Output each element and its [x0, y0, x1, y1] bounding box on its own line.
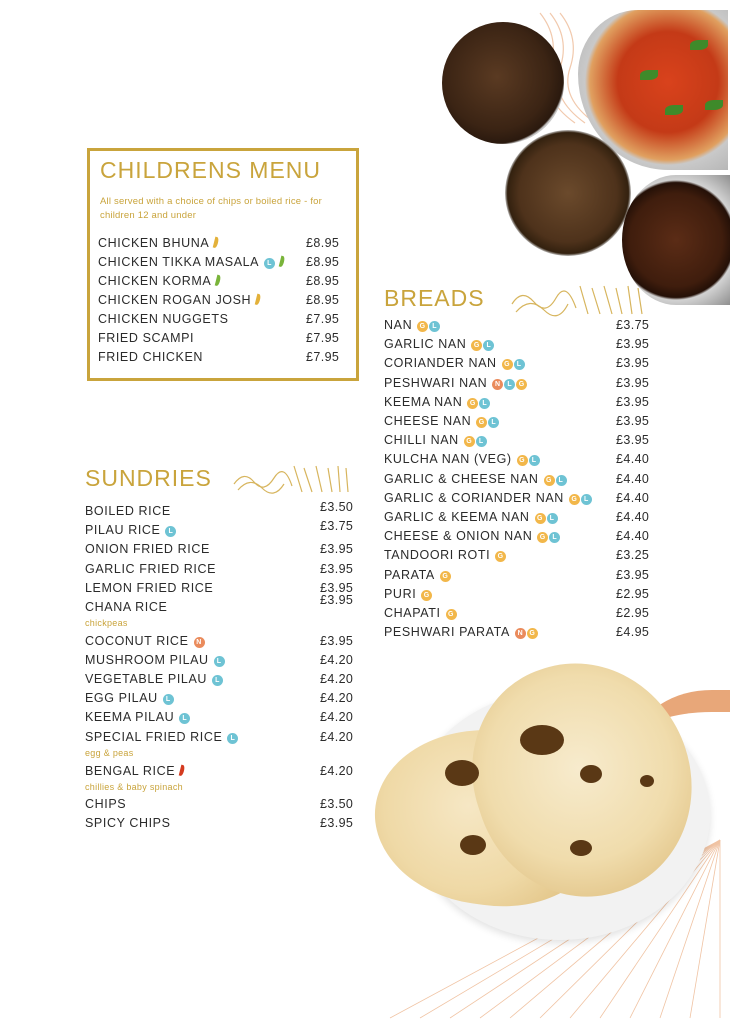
menu-item — [384, 606, 457, 620]
menu-item-name: CHAPATI — [384, 606, 441, 620]
menu-item-price: £8.95 — [306, 274, 340, 288]
menu-item-price: £4.20 — [320, 672, 354, 686]
menu-item — [85, 730, 238, 744]
dietary-tags — [491, 376, 527, 390]
menu-item-name: MUSHROOM PILAU — [85, 653, 209, 667]
menu-item-name: CHANA RICE — [85, 600, 168, 614]
gluten-icon: G — [517, 455, 528, 466]
menu-item — [384, 491, 592, 505]
menu-item-price: £3.95 — [320, 542, 354, 556]
lactose-icon: L — [514, 359, 525, 370]
naan-char-spot — [570, 840, 592, 856]
menu-item-price: £7.95 — [306, 312, 340, 326]
dietary-tags — [213, 653, 225, 667]
menu-item-name: CHICKEN TIKKA MASALA — [98, 255, 260, 269]
lactose-icon: L — [479, 398, 490, 409]
gluten-icon: G — [535, 513, 546, 524]
nuts-icon: N — [194, 637, 205, 648]
menu-item-name: KULCHA NAN (VEG) — [384, 452, 512, 467]
lactose-icon: L — [179, 713, 190, 724]
menu-item-price: £4.20 — [320, 764, 354, 778]
menu-item-name: SPICY CHIPS — [85, 816, 171, 830]
dietary-tags — [501, 356, 525, 370]
naan-char-spot — [445, 760, 479, 786]
menu-item-price: £8.95 — [306, 236, 340, 250]
menu-item-price: £2.95 — [616, 586, 650, 601]
menu-item-name: CORIANDER NAN — [384, 356, 497, 371]
menu-item-name: GARLIC NAN — [384, 337, 467, 352]
menu-item — [98, 331, 194, 345]
dietary-tags — [263, 255, 275, 269]
naan-char-spot — [460, 835, 486, 855]
dietary-tags — [514, 625, 538, 639]
dietary-tags — [420, 587, 432, 601]
menu-item-price: £3.95 — [616, 433, 650, 448]
herb-leaf — [665, 105, 683, 115]
menu-item — [384, 510, 558, 524]
menu-item — [98, 274, 220, 288]
lactose-icon: L — [163, 694, 174, 705]
lactose-icon: L — [488, 417, 499, 428]
menu-item-name: PESHWARI PARATA — [384, 625, 510, 640]
gluten-icon: G — [495, 551, 506, 562]
menu-item-name: KEEMA PILAU — [85, 710, 175, 724]
dietary-tags — [534, 510, 558, 524]
childrens-menu-title: CHILDRENS MENU — [100, 157, 322, 183]
menu-item-name: VEGETABLE PILAU — [85, 672, 208, 686]
menu-item-note: egg & peas — [85, 748, 134, 758]
menu-item-name: CHEESE NAN — [384, 414, 472, 428]
menu-item-name: PURI — [384, 586, 417, 601]
menu-item — [85, 581, 213, 595]
menu-item — [384, 395, 490, 409]
spice-bowl-cloves-image — [442, 22, 564, 144]
menu-item-price: £3.50 — [320, 500, 354, 514]
dietary-tags — [416, 318, 440, 332]
menu-item-price: £4.20 — [320, 653, 354, 667]
menu-item — [85, 816, 171, 830]
spice-bowl-cardamom-image — [505, 130, 631, 256]
lactose-icon: L — [214, 656, 225, 667]
gluten-icon: G — [516, 379, 527, 390]
decorative-squiggle-sundries — [232, 462, 354, 496]
gluten-icon: G — [527, 628, 538, 639]
lactose-icon: L — [264, 258, 275, 269]
herb-leaf — [640, 70, 658, 80]
menu-item-price: £3.95 — [320, 593, 354, 607]
menu-item-price: £3.25 — [616, 548, 650, 563]
menu-item-price: £3.95 — [616, 356, 650, 371]
lactose-icon: L — [549, 532, 560, 543]
menu-item-price: £4.40 — [616, 490, 650, 505]
dietary-tags — [516, 452, 540, 466]
menu-item — [384, 318, 440, 332]
menu-item-name: SPECIAL FRIED RICE — [85, 730, 223, 744]
menu-item-name: EGG PILAU — [85, 691, 158, 705]
menu-item-name: COCONUT RICE — [85, 634, 189, 648]
menu-item-price: £3.75 — [616, 318, 650, 332]
menu-item-price: £4.40 — [616, 529, 650, 544]
gluten-icon: G — [537, 532, 548, 543]
menu-item-price: £4.40 — [616, 471, 650, 486]
menu-item — [98, 312, 229, 326]
dietary-tags — [475, 414, 499, 428]
dietary-tags — [445, 606, 457, 620]
menu-item-name: CHICKEN BHUNA — [98, 236, 210, 250]
menu-item-name: PESHWARI NAN — [384, 375, 488, 390]
gluten-icon: G — [421, 590, 432, 601]
menu-item — [384, 337, 494, 351]
menu-item-name: TANDOORI ROTI — [384, 548, 491, 563]
gluten-icon: G — [467, 398, 478, 409]
menu-item-name: LEMON FRIED RICE — [85, 581, 214, 595]
menu-item — [98, 350, 203, 364]
gluten-icon: G — [569, 494, 580, 505]
lactose-icon: L — [581, 494, 592, 505]
menu-item-name: CHICKEN ROGAN JOSH — [98, 293, 252, 307]
gluten-icon: G — [446, 609, 457, 620]
lactose-icon: L — [556, 475, 567, 486]
menu-item — [98, 255, 284, 269]
menu-item-name: KEEMA NAN — [384, 394, 463, 409]
menu-item — [384, 356, 525, 370]
gluten-icon: G — [502, 359, 513, 370]
menu-item-price: £4.95 — [616, 625, 650, 640]
menu-item — [384, 376, 527, 390]
dietary-tags — [463, 433, 487, 447]
naan-char-spot — [520, 725, 564, 755]
gluten-icon: G — [464, 436, 475, 447]
menu-item — [85, 653, 225, 667]
menu-item — [85, 672, 223, 686]
menu-item-price: £4.20 — [320, 691, 354, 705]
menu-item — [384, 568, 451, 582]
menu-item-price: £4.20 — [320, 730, 354, 744]
menu-item — [85, 504, 171, 518]
menu-item-name: GARLIC & KEEMA NAN — [384, 510, 530, 524]
menu-item — [85, 523, 176, 537]
menu-item — [384, 625, 538, 639]
menu-item-name: CHEESE & ONION NAN — [384, 529, 533, 544]
decorative-squiggle-breads — [510, 282, 652, 318]
dietary-tags — [164, 523, 176, 537]
lactose-icon: L — [476, 436, 487, 447]
menu-item-price: £3.95 — [616, 567, 650, 582]
menu-item — [85, 691, 174, 705]
menu-item — [85, 710, 190, 724]
menu-item-price: £8.95 — [306, 293, 340, 307]
menu-item-price: £4.40 — [616, 510, 650, 524]
dietary-tags — [439, 568, 451, 582]
menu-item — [384, 414, 499, 428]
menu-item-name: ONION FRIED RICE — [85, 542, 210, 556]
menu-item — [98, 236, 218, 250]
lactose-icon: L — [529, 455, 540, 466]
menu-item-name: GARLIC FRIED RICE — [85, 562, 217, 576]
menu-item-price: £8.95 — [306, 255, 340, 269]
gluten-icon: G — [471, 340, 482, 351]
menu-item-price: £3.95 — [320, 581, 354, 595]
menu-item-name: CHIPS — [85, 797, 127, 811]
lactose-icon: L — [504, 379, 515, 390]
menu-item — [384, 433, 487, 447]
menu-item — [384, 587, 432, 601]
nuts-icon: N — [515, 628, 526, 639]
menu-item-name: GARLIC & CORIANDER NAN — [384, 490, 564, 505]
childrens-menu-description: All served with a choice of chips or boiled rice - for children 12 and under — [100, 196, 323, 221]
menu-item — [85, 764, 184, 778]
menu-item — [384, 472, 567, 486]
menu-item — [85, 562, 216, 576]
menu-item-name: GARLIC & CHEESE NAN — [384, 471, 539, 486]
gluten-icon: G — [440, 571, 451, 582]
menu-item-name: CHILLI NAN — [384, 433, 459, 448]
lactose-icon: L — [227, 733, 238, 744]
menu-item-note: chillies & baby spinach — [85, 782, 183, 792]
menu-item-name: BENGAL RICE — [85, 764, 176, 778]
dietary-tags — [536, 529, 560, 543]
sundries-title: SUNDRIES — [85, 465, 212, 491]
lactose-icon: L — [483, 340, 494, 351]
menu-item — [384, 529, 560, 543]
menu-item-price: £7.95 — [306, 331, 340, 345]
menu-item — [384, 548, 506, 562]
dietary-tags — [543, 472, 567, 486]
menu-item-name: CHICKEN NUGGETS — [98, 312, 229, 326]
lactose-icon: L — [165, 526, 176, 537]
menu-item-name: BOILED RICE — [85, 504, 171, 518]
menu-item-price: £3.95 — [616, 375, 650, 390]
menu-item-price: £3.50 — [320, 797, 354, 811]
menu-item-price: £7.95 — [306, 350, 340, 364]
gluten-icon: G — [476, 417, 487, 428]
menu-item-price: £4.40 — [616, 452, 650, 467]
dietary-tags — [193, 634, 205, 648]
menu-item-price: £4.20 — [320, 710, 354, 724]
menu-item-note: chickpeas — [85, 618, 128, 628]
menu-item-name: PARATA — [384, 567, 435, 582]
gluten-icon: G — [544, 475, 555, 486]
menu-item-price: £2.95 — [616, 606, 650, 620]
dietary-tags — [568, 491, 592, 505]
lactose-icon: L — [212, 675, 223, 686]
menu-item — [85, 542, 210, 556]
dietary-tags — [211, 672, 223, 686]
menu-item-price: £3.95 — [616, 414, 650, 428]
menu-item-price: £3.95 — [320, 634, 354, 648]
menu-item — [85, 634, 205, 648]
chili-icon — [179, 765, 186, 777]
menu-item-name: FRIED SCAMPI — [98, 331, 195, 345]
menu-item — [384, 452, 540, 466]
menu-item-price: £3.95 — [320, 816, 354, 830]
dietary-tags — [470, 337, 494, 351]
menu-item-name: CHICKEN KORMA — [98, 274, 212, 288]
dietary-tags — [466, 395, 490, 409]
menu-item — [85, 600, 167, 614]
dietary-tags — [494, 548, 506, 562]
breads-title: BREADS — [384, 285, 485, 311]
menu-item-name: FRIED CHICKEN — [98, 350, 204, 364]
menu-item-price: £3.95 — [616, 337, 650, 352]
lactose-icon: L — [547, 513, 558, 524]
gluten-icon: G — [417, 321, 428, 332]
herb-leaf — [705, 100, 723, 110]
menu-item-name: PILAU RICE — [85, 523, 161, 537]
menu-item-price: £3.95 — [320, 562, 354, 576]
lactose-icon: L — [429, 321, 440, 332]
dietary-tags — [178, 710, 190, 724]
dietary-tags — [162, 691, 174, 705]
herb-leaf — [690, 40, 708, 50]
dietary-tags — [226, 730, 238, 744]
menu-item-price: £3.95 — [616, 394, 650, 409]
naan-char-spot — [640, 775, 654, 787]
menu-item — [98, 293, 260, 307]
menu-item — [85, 797, 126, 811]
nuts-icon: N — [492, 379, 503, 390]
menu-item-price: £3.75 — [320, 519, 354, 533]
naan-char-spot — [580, 765, 602, 783]
menu-item-name: NAN — [384, 318, 413, 332]
